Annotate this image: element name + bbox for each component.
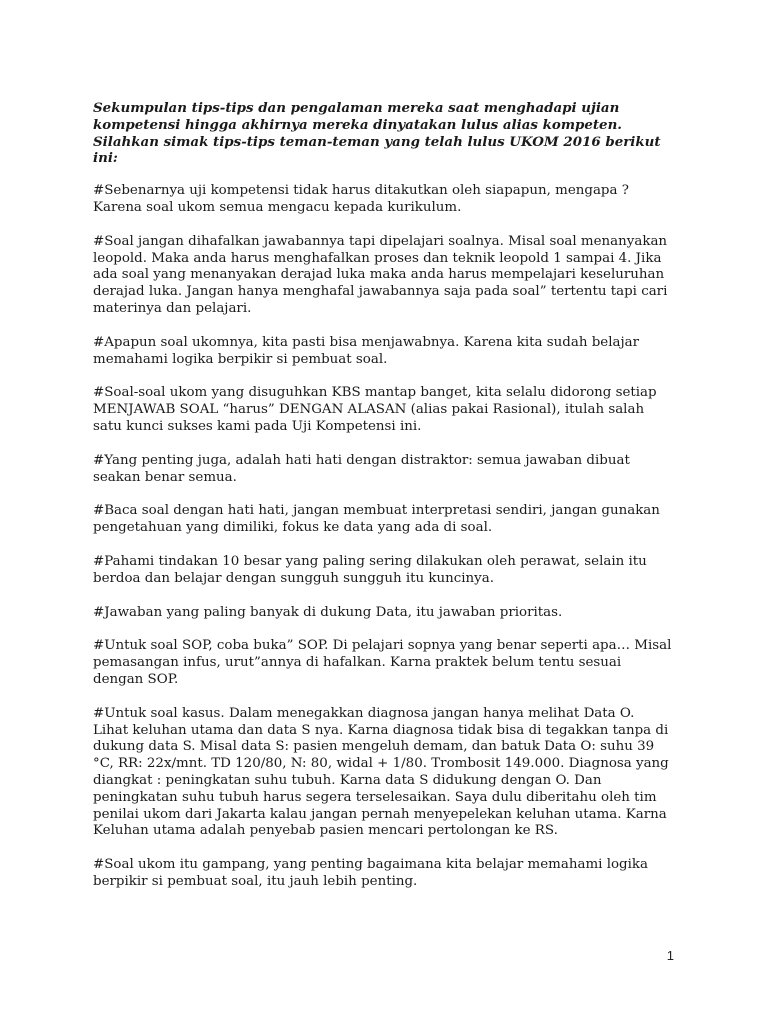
tip-paragraph-1: #Sebenarnya uji kompetensi tidak harus ditakutkan oleh siapapun, mengapa ? Karena soal ukom semua mengacu kepada kurikulum.	[93, 183, 629, 215]
tip-paragraph-9: #Untuk soal SOP, coba buka” SOP. Di pelajari sopnya yang benar seperti apa… Misal pemasangan infus, urut”annya di hafalkan. Karna praktek belum tentu sesuai dengan SOP.	[93, 638, 672, 687]
page-number: 1	[666, 948, 674, 963]
tip-paragraph-8: #Jawaban yang paling banyak di dukung Data, itu jawaban prioritas.	[93, 604, 563, 620]
tip-paragraph-5: #Yang penting juga, adalah hati hati dengan distraktor: semua jawaban dibuat seakan benar semua.	[93, 452, 630, 485]
tip-paragraph-10: #Untuk soal kasus. Dalam menegakkan diagnosa jangan hanya melihat Data O. Lihat keluhan utama dan data S nya. Karna diagnosa tidak bisa di tegakkan tanpa di dukung data S. Misal data S: pasien mengeluh demam, dan batuk Data O: suhu 39 °C, RR: 22x/mnt. TD 120/80, N: 80, widal + 1/80. Trombosit 149.000. Diagnosa yang diangkat : peningkatan suhu tubuh. Karna data S didukung dengan O. Dan peningkatan suhu tubuh harus segera terselesaikan. Saya dulu diberitahu oleh tim penilai ukom dari Jakarta kalau jangan pernah menyepelekan keluhan utama. Karna Keluhan utama adalah penyebab pasien mencari pertolongan ke RS.	[93, 705, 669, 839]
tip-paragraph-11: #Soal ukom itu gampang, yang penting bagaimana kita belajar memahami logika berpikir si pembuat soal, itu jauh lebih penting.	[93, 857, 648, 889]
document-body	[93, 100, 673, 908]
intro-paragraph: Sekumpulan tips-tips dan pengalaman mereka saat menghadapi ujian kompetensi hingga akhirnya mereka dinyatakan lulus alias kompeten. Silahkan simak tips-tips teman-teman yang telah lulus UKOM 2016 berikut ini:	[93, 100, 661, 167]
tip-paragraph-6: #Baca soal dengan hati hati, jangan membuat interpretasi sendiri, jangan gunakan pengetahuan yang dimiliki, fokus ke data yang ada di soal.	[93, 503, 660, 536]
tip-paragraph-2: #Soal jangan dihafalkan jawabannya tapi dipelajari soalnya. Misal soal menanyakan leopold. Maka anda harus menghafalkan proses dan teknik leopold 1 sampai 4. Jika ada soal yang menanyakan derajad luka maka anda harus mempelajari keseluruhan derajad luka. Jangan hanya menghafal jawabannya saja pada soal” tertentu tapi cari materinya dan pelajari.	[93, 233, 668, 316]
tip-paragraph-3: #Apapun soal ukomnya, kita pasti bisa menjawabnya. Karena kita sudah belajar memahami logika berpikir si pembuat soal.	[93, 334, 640, 367]
tip-paragraph-7: #Pahami tindakan 10 besar yang paling sering dilakukan oleh perawat, selain itu berdoa dan belajar dengan sungguh sungguh itu kuncinya.	[93, 553, 647, 586]
tip-paragraph-4: #Soal-soal ukom yang disuguhkan KBS mantap banget, kita selalu didorong setiap MENJAWAB SOAL “harus” DENGAN ALASAN (alias pakai Rasional), itulah salah satu kunci sukses kami pada Uji Kompetensi ini.	[93, 385, 657, 434]
